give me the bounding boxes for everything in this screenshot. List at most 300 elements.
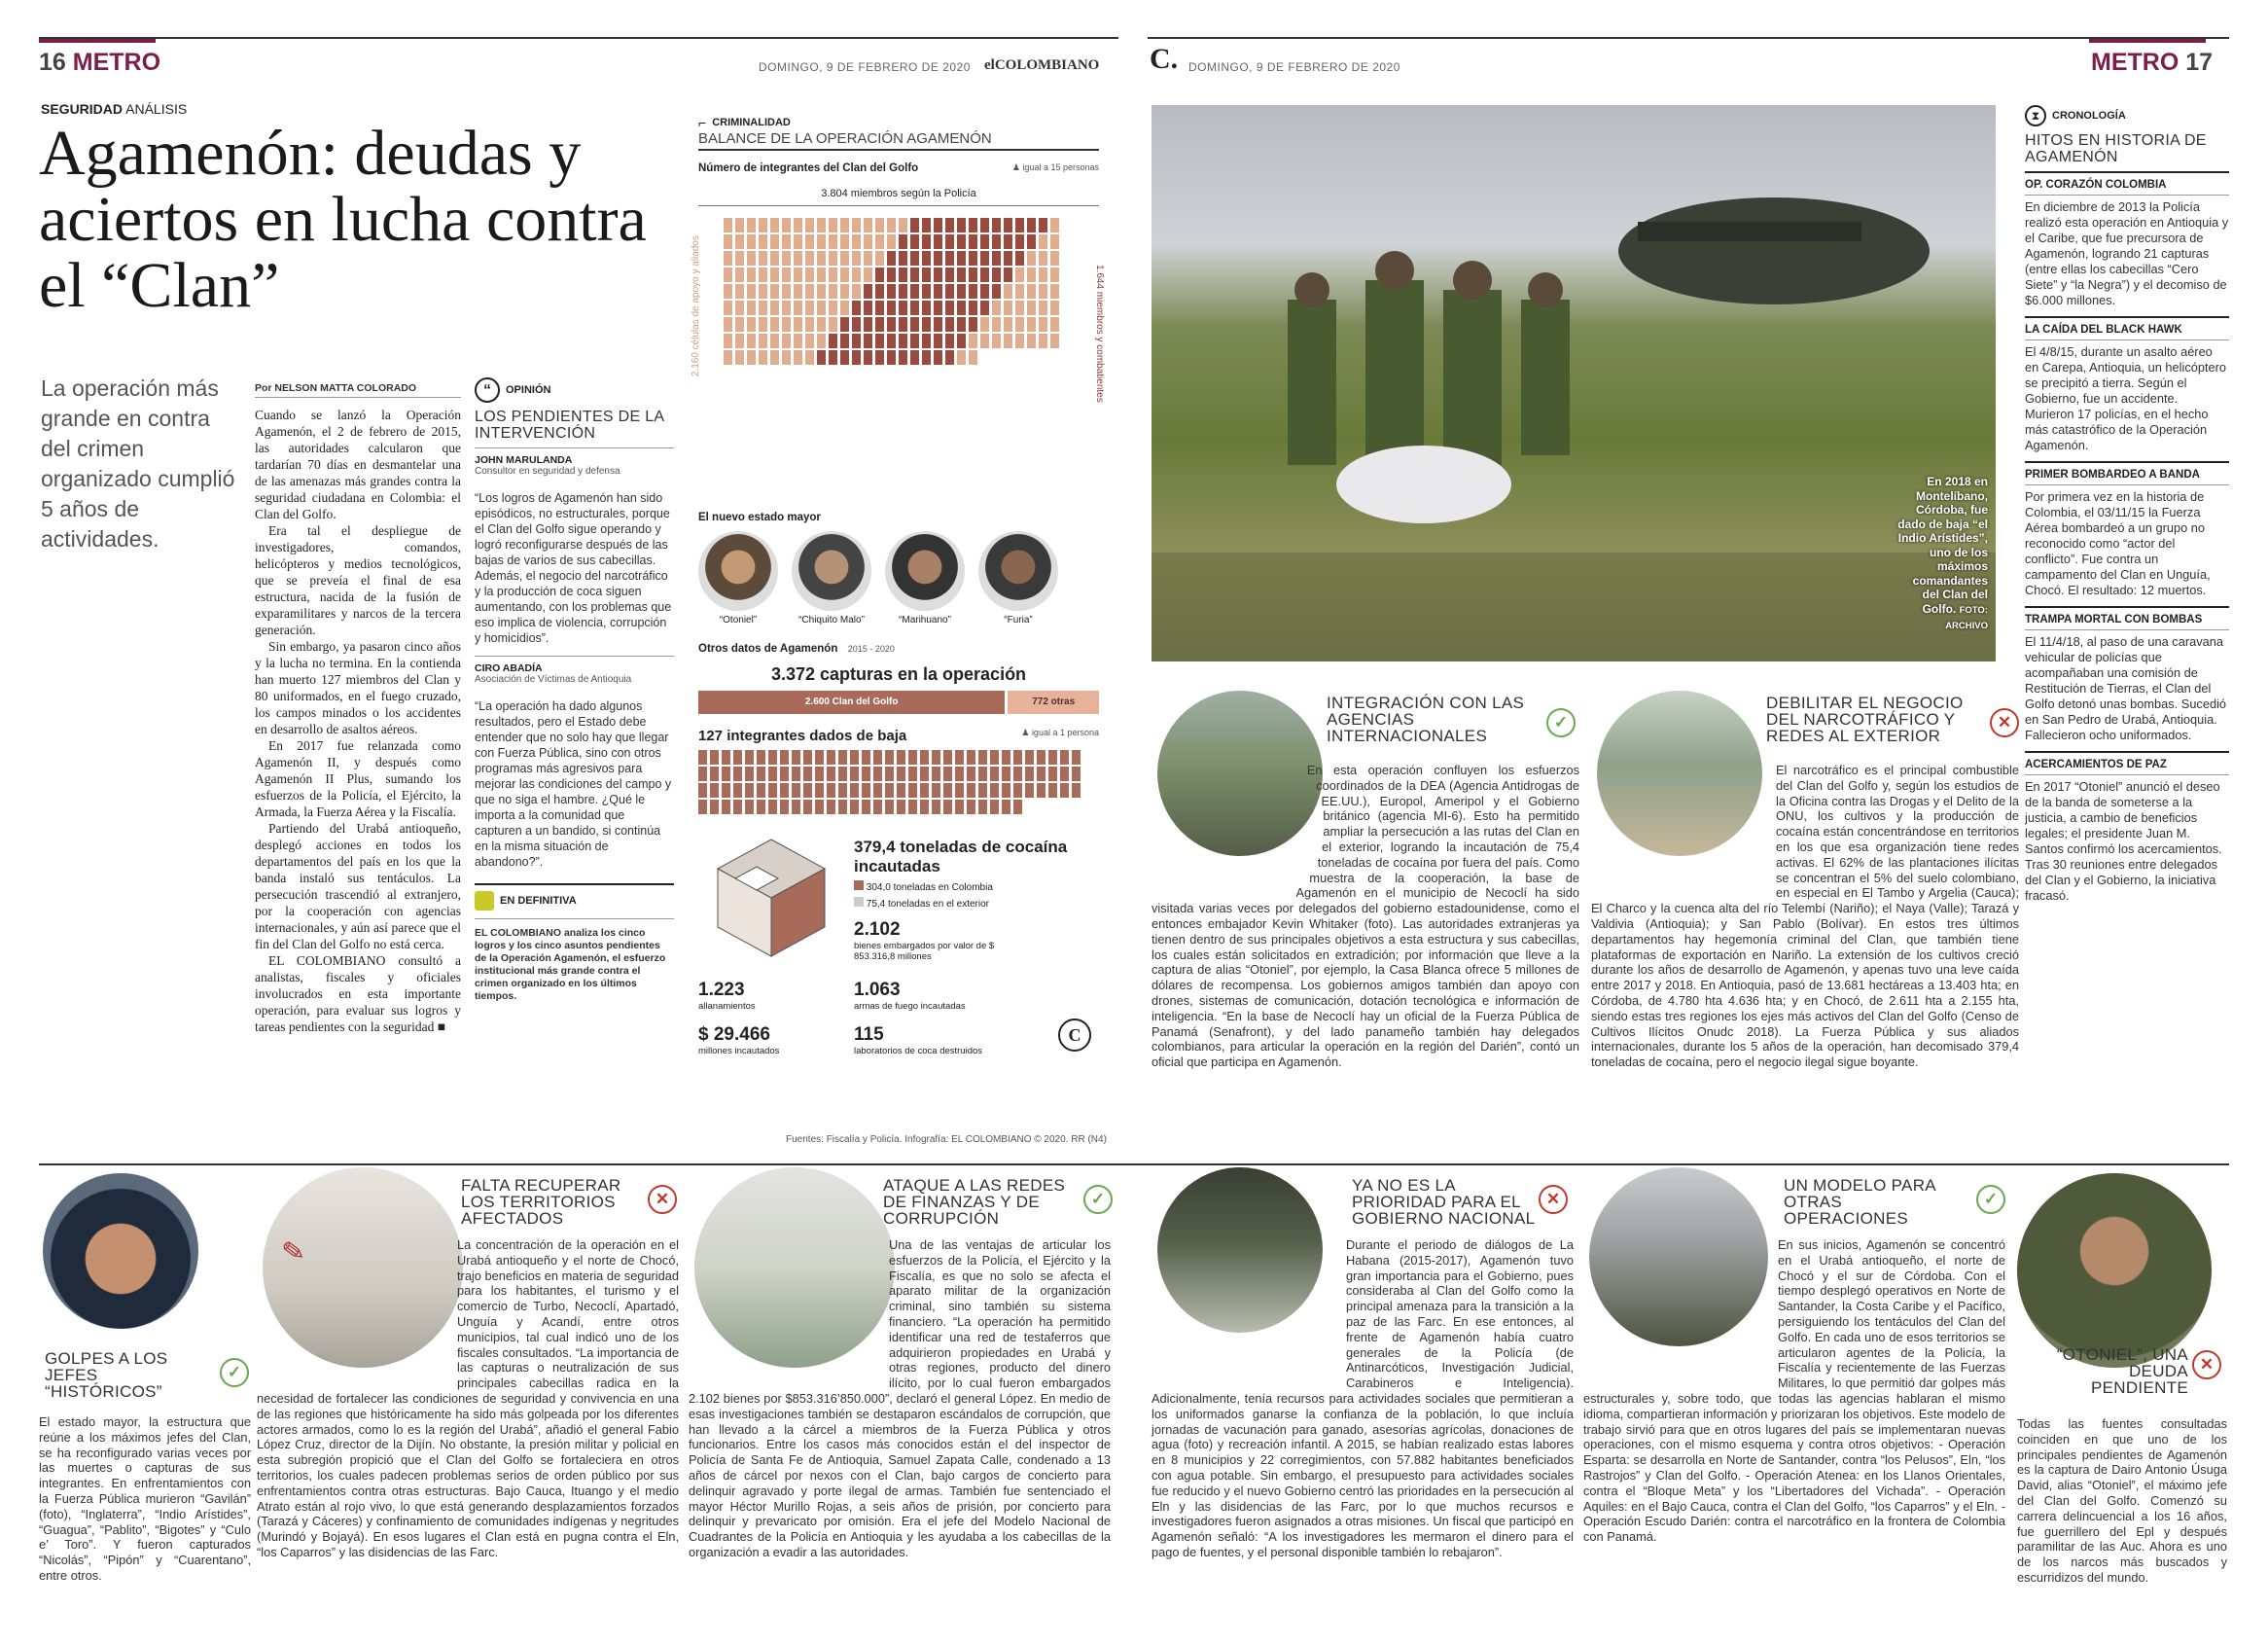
person-icon <box>850 750 859 765</box>
person-icon <box>1004 334 1012 348</box>
person-icon <box>827 800 835 814</box>
item-body: El narcotráfico es el principal combustible del Clan del Golfo y, según los estudios de la Oficina contra las Drogas y el Delito de la ONU, los cultivos y la producción de cocaína están concentrándose en territorios en los que esa organización tiene redes activas. El 62% de las plantaciones ilícitas se concentran el 5% del suelo colombiano, en especial en El Tambo y Argelia (Cauca); El Charco y la cuenca alta del río Telembí (Nariño); el Naya (Valle); Tarazá y Valdivia (Antioquia); y San Pablo (Bolívar). En estos tres últimos departamentos hay hegemonía criminal del Clan, que también tiene plataformas de exportación en Nariño. La extensión de los cultivos creció durante los años de desarrollo de Agamenón, y apenas tuvo una leve caída entre 2017 y 2018. En Antioquia, pasó de 13.681 hectáreas a 13.403 hta; en Córdoba, de 4.780 hta 4.636 hta; y en Chocó, de 2.611 hta a 2.155 hta, siendo estas tres regiones los ejes más activos del Clan del Golfo (Censo de Cultivos Ilícitos Onudc 2018). La Fuerza Pública y sus aliados internacionales, durante los 5 años de la operación, han decomisado 379,4 toneladas de cocaína, pero el negocio ilegal sigue boyante. <box>1591 763 2019 1070</box>
person-icon <box>838 767 847 781</box>
person-icon <box>957 251 966 266</box>
person-icon <box>780 800 789 814</box>
person-icon <box>1050 334 1059 348</box>
person-icon <box>735 268 744 282</box>
check-icon: ✓ <box>1976 1185 2005 1214</box>
chronology-item-title: LA CAÍDA DEL BLACK HAWK <box>2025 324 2182 336</box>
opinion-box <box>475 377 674 1003</box>
weapons-count: 1.063 <box>854 980 901 1000</box>
person-icon <box>1039 334 1047 348</box>
person-icon <box>1015 334 1024 348</box>
cocaine-exterior: 75,4 toneladas en el exterior <box>866 899 989 910</box>
person-icon <box>827 767 835 781</box>
person-icon <box>957 334 966 348</box>
person-icon <box>782 218 791 232</box>
person-icon <box>1027 317 1036 332</box>
person-icon <box>803 750 812 765</box>
person-icon <box>850 767 859 781</box>
legend-swatch <box>854 880 864 890</box>
item-text <box>1152 763 1579 1070</box>
person-icon <box>899 317 907 332</box>
person-icon <box>969 251 977 266</box>
person-icon <box>747 234 756 249</box>
person-icon <box>990 783 999 798</box>
person-icon <box>1027 218 1036 232</box>
person-icon <box>1037 783 1045 798</box>
person-icon <box>759 317 767 332</box>
person-icon <box>957 234 966 249</box>
divider <box>2025 484 2229 485</box>
person-icon <box>955 750 964 765</box>
item-body: El estado mayor, la estructura que reúne a los máximos jefes del Clan, se ha reconfigurado varias veces por las muertes o capturas de sus integrantes. En enfrentamientos con la Fuerza Pública murieron “Gavilán” (foto), “Inglaterra”, “Indio Arístides”, “Guagua”, “Pablito”, “Bigotes” y “Culo e’ Toro”. Y fueron capturados “Nicolás”, “Pipón” y “Cuarentano”, entre otros. <box>39 1414 251 1583</box>
person-icon <box>794 317 802 332</box>
person-icon <box>850 783 859 798</box>
person-icon <box>887 268 896 282</box>
person-icon <box>990 750 999 765</box>
person-icon <box>827 783 835 798</box>
photo-caption <box>1896 475 1988 634</box>
person-icon <box>967 767 975 781</box>
person-icon <box>724 218 732 232</box>
person-icon <box>875 251 884 266</box>
labs-count: 115 <box>854 1024 884 1045</box>
person-icon <box>768 783 777 798</box>
hourglass-icon: ⧗ <box>2025 105 2046 126</box>
person-icon <box>770 334 779 348</box>
person-icon <box>722 750 730 765</box>
person-icon <box>875 284 884 299</box>
captures-other-bar: 772 otras <box>1008 691 1099 714</box>
person-icon <box>992 218 1001 232</box>
person-icon <box>782 350 791 365</box>
person-icon <box>897 767 905 781</box>
person-icon <box>899 234 907 249</box>
person-icon <box>920 767 929 781</box>
person-icon <box>910 218 919 232</box>
person-icon <box>710 767 719 781</box>
person-icon <box>864 317 872 332</box>
person-icon <box>875 218 884 232</box>
person-icon <box>735 317 744 332</box>
folio-accent-left <box>39 39 156 43</box>
person-icon <box>943 750 952 765</box>
person-icon <box>840 251 849 266</box>
members-pictogram <box>691 205 1105 498</box>
person-icon <box>864 268 872 282</box>
person-icon <box>1048 783 1057 798</box>
newspaper-logo: elCOLOMBIANO <box>984 57 1100 73</box>
raids-text: allanamientos <box>698 1001 756 1012</box>
main-photo <box>1152 105 1996 661</box>
person-icon <box>757 783 765 798</box>
person-icon <box>887 218 896 232</box>
portrait <box>698 531 778 611</box>
person-icon <box>1027 268 1036 282</box>
person-icon <box>782 251 791 266</box>
person-icon <box>782 317 791 332</box>
person-icon <box>852 301 861 315</box>
person-icon <box>1002 783 1010 798</box>
chronology-item-title: ACERCAMIENTOS DE PAZ <box>2025 759 2167 770</box>
person-icon <box>829 234 837 249</box>
cocaine-cube-icon <box>698 830 844 961</box>
person-icon <box>873 750 882 765</box>
other-years: 2015 - 2020 <box>847 644 895 654</box>
person-icon <box>1004 218 1012 232</box>
person-icon <box>747 350 756 365</box>
person-icon <box>817 350 826 365</box>
other-title: Otros datos de Agamenón <box>698 643 838 655</box>
page-number: 17 <box>2185 49 2214 76</box>
staff-name: “Otoniel” <box>719 615 758 625</box>
stats-block <box>698 824 1099 1067</box>
person-icon <box>887 234 896 249</box>
person-icon <box>875 234 884 249</box>
headline: Agamenón: deudas y aciertos en lucha contra el “Clan” <box>39 118 647 321</box>
item-title: INTEGRACIÓN CON LAS AGENCIAS INTERNACIONALES <box>1327 694 1525 745</box>
weapons-text: armas de fuego incautadas <box>854 1001 966 1012</box>
body-paragraph: Partiendo del Urabá antioqueño, desplegó acciones en todos los departamentos del país en los que la banda instaló sus tentáculos. La persecución trascendió al extranjero, por la cooperación con agencias internacionales, y aún así parece que el fin del Clan del Golfo no está cerca. <box>255 821 461 951</box>
person-icon <box>1027 334 1036 348</box>
person-icon <box>934 284 942 299</box>
person-icon <box>747 218 756 232</box>
person-icon <box>980 268 989 282</box>
person-icon <box>887 317 896 332</box>
person-icon <box>757 800 765 814</box>
person-icon <box>1072 767 1081 781</box>
person-icon <box>943 767 952 781</box>
item-text <box>1152 1237 1574 1560</box>
graffiti: ✎ <box>279 1234 307 1269</box>
person-icon <box>957 317 966 332</box>
item-title: FALTA RECUPERAR LOS TERRITORIOS AFECTADOS <box>461 1176 621 1228</box>
person-icon <box>922 251 931 266</box>
definitiva-icon <box>475 891 494 911</box>
person-icon <box>992 317 1001 332</box>
person-icon <box>969 350 977 365</box>
person-icon <box>840 334 849 348</box>
person-icon <box>735 234 744 249</box>
person-icon <box>910 350 919 365</box>
section-name: METRO <box>2091 49 2179 76</box>
person-icon <box>908 750 917 765</box>
person-icon <box>794 218 802 232</box>
item-photo <box>2017 1173 2212 1368</box>
body-paragraph: Sin embargo, ya pasaron cinco años y la lucha no termina. En la contienda han muerto 127 miembros del Clan y 80 uniformados, en el fuego cruzado, los campos minados o los accidentes en desarrollo de asaltos aéreos. <box>255 639 461 736</box>
person-icon <box>782 284 791 299</box>
members-legend: igual a 15 personas <box>1022 162 1099 172</box>
person-icon <box>1072 750 1081 765</box>
cross-icon: ✕ <box>2192 1350 2221 1379</box>
person-icon <box>782 301 791 315</box>
portrait <box>792 531 871 611</box>
person-icon <box>1025 783 1034 798</box>
person-icon <box>934 234 942 249</box>
person-icon <box>840 268 849 282</box>
person-icon <box>980 251 989 266</box>
person-icon <box>794 234 802 249</box>
item-body: La concentración de la operación en el Urabá antioqueño y el norte de Chocó, trajo beneficios en materia de seguridad para los habitantes, el turismo y el comercio de Turbo, Necoclí, Apartadó, Unguía y Acandí, entre otros municipios, tal cual indicó uno de los fiscales consultados. “La importancia de las capturas o neutralización de sus principales cabecillas radica en la necesidad de fortalecer las condiciones de seguridad y convivencia en una de las regiones que históricamente ha sido más golpeada por los diferentes actores armados, como lo es la región del Urabá”, añadió el general Fabio López Cruz, director de la Dijín. No obstante, la presión militar y policial en esta subregión propició que el Clan del Golfo se fortaleciera en otros territorios, los cuales padecen problemas serios de orden público por sus enfrentamientos contra otras estructuras. Bajo Cauca, Ituango y el medio Atrato están al rojo vivo, lo que está generando desplazamientos forzados (Tarazá y Cáceres) y confinamiento de comunidades indígenas y negritudes (Murindó y Bojayá). En esos lugares el Clan está en pugna contra el Eln, “los Caparros” y las disidencias de las Farc. <box>257 1237 679 1559</box>
person-icon <box>899 268 907 282</box>
person-icon <box>934 301 942 315</box>
person-icon <box>852 284 861 299</box>
item-modelo <box>1583 1173 2011 1630</box>
person-icon <box>992 268 1001 282</box>
staff-member <box>698 531 778 625</box>
person-icon <box>875 350 884 365</box>
person-icon <box>899 218 907 232</box>
person-icon <box>759 251 767 266</box>
person-icon <box>852 350 861 365</box>
person-icon <box>922 317 931 332</box>
person-icon <box>1048 750 1057 765</box>
person-icon <box>805 284 814 299</box>
person-icon <box>1027 234 1036 249</box>
kicker-bold: SEGURIDAD <box>41 101 124 117</box>
person-icon <box>724 334 732 348</box>
body-paragraph: Era tal el despliegue de investigadores, comandos, helicópteros y medios tecnológicos, que se preveía el final de esa estructura, nacida de la fusión de exparamilitares y narcos de la tercera generación. <box>255 523 461 637</box>
person-icon <box>803 783 812 798</box>
person-icon <box>932 800 940 814</box>
person-icon <box>770 284 779 299</box>
person-icon <box>910 284 919 299</box>
person-icon <box>745 750 754 765</box>
chronology-item-text: Por primera vez en la historia de Colombia, el 03/11/15 la Fuerza Aérea bombardeó a un grupo no reconocido como “actor del conflicto”. Fue contra un campamento del Clan en Unguía, Chocó. El resultado: 12 muertos. <box>2025 489 2211 597</box>
person-icon <box>852 268 861 282</box>
person-icon <box>770 301 779 315</box>
person-icon <box>710 783 719 798</box>
person-icon <box>990 767 999 781</box>
chronology-item-title: TRAMPA MORTAL CON BOMBAS <box>2025 614 2203 625</box>
person-icon <box>920 800 929 814</box>
chronology-item-title: OP. CORAZÓN COLOMBIA <box>2025 179 2167 191</box>
person-icon <box>759 334 767 348</box>
person-icon <box>747 301 756 315</box>
person-icon <box>838 750 847 765</box>
person-icon <box>794 268 802 282</box>
divider <box>2025 774 2229 775</box>
person-icon <box>1004 301 1012 315</box>
person-icon <box>759 301 767 315</box>
person-icon <box>805 317 814 332</box>
person-icon <box>920 750 929 765</box>
person-icon <box>1039 317 1047 332</box>
person-icon <box>910 334 919 348</box>
divider <box>2025 751 2229 753</box>
person-icon <box>980 334 989 348</box>
person-icon <box>745 767 754 781</box>
infographic <box>691 115 1105 1134</box>
portrait <box>885 531 965 611</box>
person-icon <box>992 234 1001 249</box>
dateline-left: DOMINGO, 9 DE FEBRERO DE 2020 <box>759 60 971 74</box>
person-icon <box>1025 750 1034 765</box>
person-icon <box>945 251 954 266</box>
staff-name: “Furia” <box>1004 615 1033 625</box>
person-icon <box>724 268 732 282</box>
person-icon <box>875 268 884 282</box>
person-icon <box>992 301 1001 315</box>
kicker-light: ANÁLISIS <box>125 101 188 117</box>
item-finanzas <box>689 1173 1116 1630</box>
members-title: Número de integrantes del Clan del Golfo <box>698 162 919 174</box>
chronology-item-text: En diciembre de 2013 la Policía realizó esta operación en Antioquia y el Caribe, que fue precursora de Agamenón, logrando 21 capturas (entre ellas los cabecillas “Cero Siete” y “la Negra”) y el decomiso de $6.000 millones. <box>2025 199 2229 307</box>
staff-member <box>792 531 871 625</box>
person-icon <box>792 750 800 765</box>
person-icon <box>932 750 940 765</box>
members-grid <box>724 218 1064 365</box>
person-icon <box>864 234 872 249</box>
item-title: ATAQUE A LAS REDES DE FINANZAS Y DE CORRUPCIÓN <box>883 1176 1066 1228</box>
opinion-label: OPINIÓN <box>506 384 551 396</box>
person-icon <box>815 783 824 798</box>
person-icon <box>945 334 954 348</box>
person-icon <box>910 251 919 266</box>
person-icon <box>980 234 989 249</box>
person-icon <box>887 334 896 348</box>
person-icon <box>862 767 870 781</box>
captures-bar <box>698 691 1099 714</box>
person-icon <box>1050 268 1059 282</box>
item-text <box>689 1237 1111 1560</box>
person-icon <box>724 234 732 249</box>
person-icon <box>955 783 964 798</box>
person-icon <box>885 750 894 765</box>
person-icon <box>1013 783 1022 798</box>
person-icon <box>978 800 987 814</box>
person-icon <box>794 350 802 365</box>
divider <box>475 447 674 448</box>
divider <box>2025 606 2229 608</box>
person-icon <box>817 234 826 249</box>
person-icon <box>969 268 977 282</box>
person-icon <box>957 301 966 315</box>
person-icon <box>910 268 919 282</box>
person-icon <box>992 284 1001 299</box>
person-icon <box>840 317 849 332</box>
person-icon <box>759 268 767 282</box>
person-icon <box>710 800 719 814</box>
person-icon <box>875 301 884 315</box>
divider <box>475 656 674 657</box>
person-icon <box>943 783 952 798</box>
raids-count: 1.223 <box>698 980 745 1000</box>
person-icon <box>735 350 744 365</box>
kicker <box>41 101 187 117</box>
person-icon <box>1027 284 1036 299</box>
person-icon <box>733 767 742 781</box>
person-icon <box>873 800 882 814</box>
person-icon <box>897 800 905 814</box>
person-icon <box>899 350 907 365</box>
person-icon <box>910 234 919 249</box>
person-icon <box>910 301 919 315</box>
top-rule-right <box>1148 37 2229 39</box>
cocaine-total: 379,4 toneladas de cocaína incautadas <box>854 838 1068 876</box>
person-icon <box>1015 218 1024 232</box>
person-icon <box>852 218 861 232</box>
person-icon <box>817 334 826 348</box>
person-icon <box>747 268 756 282</box>
person-icon <box>922 218 931 232</box>
item-title: DEBILITAR EL NEGOCIO DEL NARCOTRÁFICO Y REDES AL EXTERIOR <box>1766 694 1964 745</box>
raids-stat <box>698 980 756 1012</box>
person-icon <box>735 334 744 348</box>
person-icon <box>873 783 882 798</box>
person-icon <box>922 301 931 315</box>
person-icon <box>957 350 966 365</box>
person-icon <box>803 767 812 781</box>
person-icon <box>887 350 896 365</box>
properties-text: bienes embargados por valor de $ 853.316,8 millones <box>854 941 995 962</box>
person-icon <box>1004 234 1012 249</box>
person-icon <box>978 783 987 798</box>
item-text <box>1591 763 2019 1070</box>
person-icon <box>922 334 931 348</box>
person-icon <box>910 317 919 332</box>
definitiva-label: EN DEFINITIVA <box>500 895 577 907</box>
person-icon <box>934 350 942 365</box>
members-header <box>698 162 1099 174</box>
captures-clan-bar: 2.600 Clan del Golfo <box>698 691 1005 714</box>
staff-row <box>698 531 1099 625</box>
colombiano-mark: C. <box>1150 43 1179 75</box>
person-icon <box>1072 783 1081 798</box>
person-icon <box>840 284 849 299</box>
person-icon <box>1004 284 1012 299</box>
divider <box>475 918 674 919</box>
person-icon <box>897 783 905 798</box>
person-icon <box>875 334 884 348</box>
top-rule-left <box>39 37 1118 39</box>
person-icon <box>735 301 744 315</box>
person-icon <box>1004 268 1012 282</box>
person-icon <box>852 251 861 266</box>
person-icon <box>1060 783 1069 798</box>
person-icon <box>1015 268 1024 282</box>
person-icon <box>945 268 954 282</box>
chronology-item-title: PRIMER BOMBARDEO A BANDA <box>2025 469 2200 481</box>
person-icon <box>840 301 849 315</box>
folio-left <box>39 49 160 77</box>
item-body: Una de las ventajas de articular los esfuerzos de la Policía, el Ejército y la Fiscalía, es que no solo se afecta el aparato militar de la organización criminal, sino también su sistema financiero. “La operación ha permitido identificar una red de testaferros que adquirieron propiedades en Urabá y otras regiones, producto del dinero ilícito, por lo cual fueron embargados 2.102 bienes por $853.316’850.000”, declaró el general López. En medio de esas investigaciones también se destaparon escándalos de corrupción, que han llevado a la cárcel a miembros de la Fuerza Pública y otros funcionarios. Entre los casos más conocidos están el del inspector de Policía de Santa Fe de Antioquia, Samuel Zapata Calle, condenado a 13 años de cárcel por nexos con el Clan, bajo cargos de concierto para delinquir agravado y porte ilegal de armas. También fue sentenciado el mayor Héctor Murillo Rojas, a seis años de prisión, por concierto para delinquir y prevaricato por omisión. Era el jefe del Modelo Nacional de Cuadrantes de la Policía en Antioquia y les ayudaba a los cabecillas de la organización a evadir a las autoridades. <box>689 1237 1111 1559</box>
person-icon <box>829 218 837 232</box>
person-icon <box>922 284 931 299</box>
item-text <box>1583 1237 2005 1545</box>
check-icon: ✓ <box>1083 1185 1113 1214</box>
person-icon <box>1050 284 1059 299</box>
person-icon <box>920 783 929 798</box>
person-icon <box>1015 301 1024 315</box>
person-icon <box>759 234 767 249</box>
portrait <box>978 531 1058 611</box>
staff-member <box>978 531 1058 625</box>
person-icon <box>922 350 931 365</box>
person-icon <box>1039 284 1047 299</box>
person-icon <box>887 284 896 299</box>
item-title: GOLPES A LOS JEFES “HISTÓRICOS” <box>45 1349 168 1401</box>
person-icon <box>759 350 767 365</box>
person-icon <box>794 251 802 266</box>
person-icon <box>759 218 767 232</box>
person-icon <box>770 317 779 332</box>
person-icon <box>1013 800 1022 814</box>
person-icon <box>1039 268 1047 282</box>
article-body <box>255 407 461 1035</box>
